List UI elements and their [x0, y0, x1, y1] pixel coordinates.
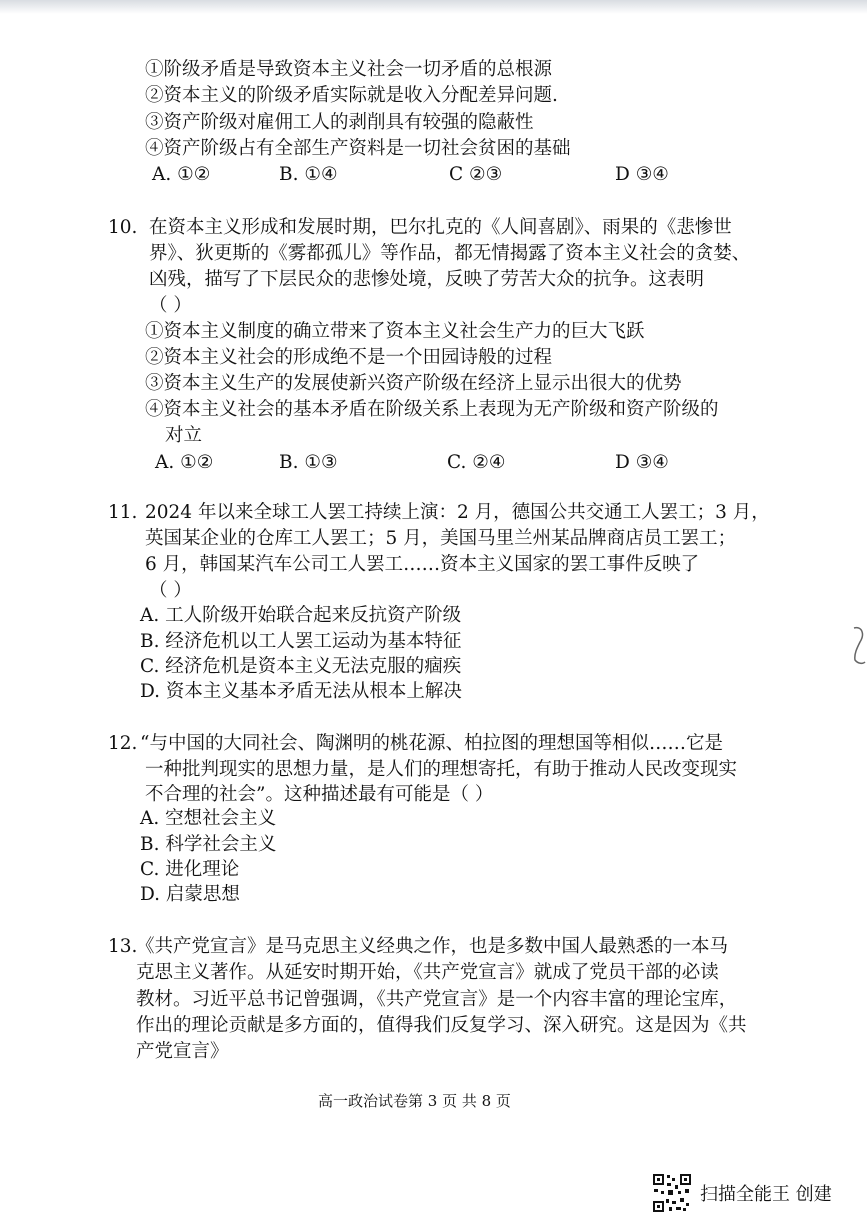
q10-statement-1: ①资本主义制度的确立带来了资本主义社会生产力的巨大飞跃 [145, 321, 645, 342]
watermark-text: 扫描全能王 创建 [700, 1184, 832, 1205]
q10-statement-4: ④资本主义社会的基本矛盾在阶级关系上表现为无产阶级和资产阶级的 [145, 399, 719, 420]
q11-option-c: C. 经济危机是资本主义无法克服的痼疾 [140, 656, 462, 677]
q11-stem-line-2: 英国某企业的仓库工人罢工；5 月，美国马里兰州某品牌商店员工罢工； [145, 528, 737, 549]
q11-answer-bracket: （ ） [149, 580, 192, 601]
q11-option-a: A. 工人阶级开始联合起来反抗资产阶级 [140, 605, 462, 626]
q9-statement-4: ④资产阶级占有全部生产资料是一切社会贫困的基础 [145, 138, 571, 159]
q10-statement-3: ③资本主义生产的发展使新兴资产阶级在经济上显示出很大的优势 [145, 373, 682, 394]
q12-option-b: B. 科学社会主义 [140, 834, 277, 855]
q11-option-d: D. 资本主义基本矛盾无法从根本上解决 [140, 681, 462, 702]
q9-option-c: C ②③ [449, 164, 503, 185]
q10-stem-line-3: 凶残，描写了下层民众的悲惨处境，反映了劳苦大众的抗争。这表明 [149, 269, 705, 290]
q9-option-d: D ③④ [615, 164, 669, 185]
q9-option-b: B. ①④ [279, 164, 338, 185]
q9-option-a: A. ①② [152, 164, 211, 185]
q11-stem-line-1: 2024 年以来全球工人罢工持续上演：2 月，德国公共交通工人罢工；3 月， [145, 502, 770, 523]
page-footer: 高一政治试卷第 3 页 共 8 页 [318, 1092, 511, 1110]
q11-option-b: B. 经济危机以工人罢工运动为基本特征 [140, 631, 462, 652]
q9-statement-1: ①阶级矛盾是导致资本主义社会一切矛盾的总根源 [145, 59, 553, 80]
q12-stem-line-2: 一种批判现实的思想力量，是人们的理想寄托，有助于推动人民改变现实 [145, 759, 738, 780]
q13-number: 13. [108, 936, 138, 957]
q10-option-a: A. ①② [155, 452, 214, 473]
q13-stem-line-1: 《共产党宣言》是马克思主义经典之作，也是多数中国人最熟悉的一本马 [136, 936, 729, 957]
q10-answer-bracket: （ ） [149, 295, 192, 316]
q12-stem-line-1: “与中国的大同社会、陶渊明的桃花源、柏拉图的理想国等相似……它是 [140, 733, 723, 754]
q10-option-b: B. ①③ [279, 452, 338, 473]
margin-mark [852, 624, 866, 668]
q9-statement-3: ③资产阶级对雇佣工人的剥削具有较强的隐蔽性 [145, 112, 534, 133]
q10-stem-line-2: 界》、狄更斯的《雾都孤儿》等作品，都无情揭露了资本主义社会的贪婪、 [149, 243, 751, 264]
q13-stem-line-5: 产党宣言》 [136, 1041, 229, 1062]
q9-statement-2: ②资本主义的阶级矛盾实际就是收入分配差异问题. [145, 85, 558, 106]
q13-stem-line-3: 教材。习近平总书记曾强调，《共产党宣言》是一个内容丰富的理论宝库， [136, 989, 738, 1010]
q12-option-a: A. 空想社会主义 [140, 808, 277, 829]
q10-option-c: C. ②④ [447, 452, 506, 473]
scanner-watermark [652, 1171, 832, 1215]
q12-option-c: C. 进化理论 [140, 859, 240, 880]
q10-stem-line-1: 在资本主义形成和发展时期，巴尔扎克的《人间喜剧》、雨果的《悲惨世 [149, 217, 732, 238]
q12-stem-line-3: 不合理的社会”。这种描述最有可能是（ ） [145, 784, 494, 805]
q12-option-d: D. 启蒙思想 [140, 884, 240, 905]
q10-number: 10. [108, 217, 138, 238]
q13-stem-line-4: 作出的理论贡献是多方面的，值得我们反复学习、深入研究。这是因为《共 [136, 1015, 747, 1036]
qr-code-icon [652, 1173, 692, 1213]
q10-statement-2: ②资本主义社会的形成绝不是一个田园诗般的过程 [145, 347, 553, 368]
scan-edge [0, 0, 867, 14]
q11-number: 11. [108, 502, 138, 523]
q13-stem-line-2: 克思主义著作。从延安时期开始，《共产党宣言》就成了党员干部的必读 [136, 962, 719, 983]
q10-option-d: D ③④ [615, 452, 669, 473]
q12-number: 12. [108, 733, 138, 754]
q11-stem-line-3: 6 月，韩国某汽车公司工人罢工……资本主义国家的罢工事件反映了 [145, 554, 700, 575]
q10-statement-4-cont: 对立 [165, 425, 203, 446]
